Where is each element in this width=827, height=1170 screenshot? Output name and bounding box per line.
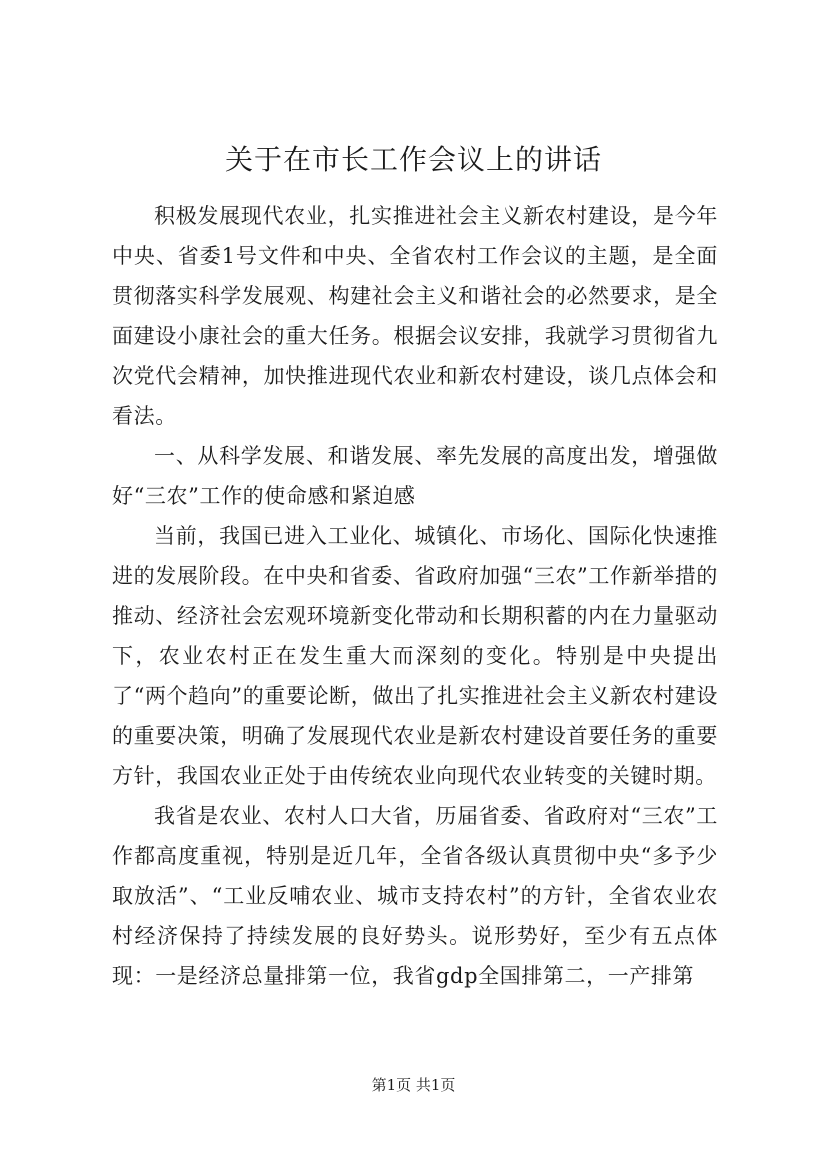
paragraph-province-situation: 我省是农业、农村人口大省，历届省委、省政府对“三农”工作都高度重视，特别是近几年，全省各级认真贯彻中央“多予少取放活”、“工业反哺农业、城市支持农村”的方针，全省农业农村经济保持了持续发展的良好势头。说形势好，至少有五点体现：一是经济总量排第一位，我省gdp全国排第二，一产排第 bbox=[112, 804, 718, 988]
page-number-footer: 第1页 共1页 bbox=[371, 1076, 456, 1094]
paragraph-section-heading: 一、从科学发展、和谐发展、率先发展的高度出发，增强做好“三农”工作的使命感和紧迫感 bbox=[112, 444, 718, 508]
document-body bbox=[112, 196, 718, 996]
paragraph-current-situation: 当前，我国已进入工业化、城镇化、市场化、国际化快速推进的发展阶段。在中央和省委、省政府加强“三农”工作新举措的推动、经济社会宏观环境新变化带动和长期积蓄的内在力量驱动下，农业农村正在发生重大而深刻的变化。特别是中央提出了“两个趋向”的重要论断，做出了扎实推进社会主义新农村建设的重要决策，明确了发展现代农业是新农村建设首要任务的重要方针，我国农业正处于由传统农业向现代农业转变的关键时期。 bbox=[112, 524, 718, 788]
paragraph-intro: 积极发展现代农业，扎实推进社会主义新农村建设，是今年中央、省委1号文件和中央、全省农村工作会议的主题，是全面贯彻落实科学发展观、构建社会主义和谐社会的必然要求，是全面建设小康社会的重大任务。根据会议安排，我就学习贯彻省九次党代会精神，加快推进现代农业和新农村建设，谈几点体会和看法。 bbox=[112, 204, 718, 428]
document-title: 关于在市长工作会议上的讲话 bbox=[224, 143, 602, 176]
